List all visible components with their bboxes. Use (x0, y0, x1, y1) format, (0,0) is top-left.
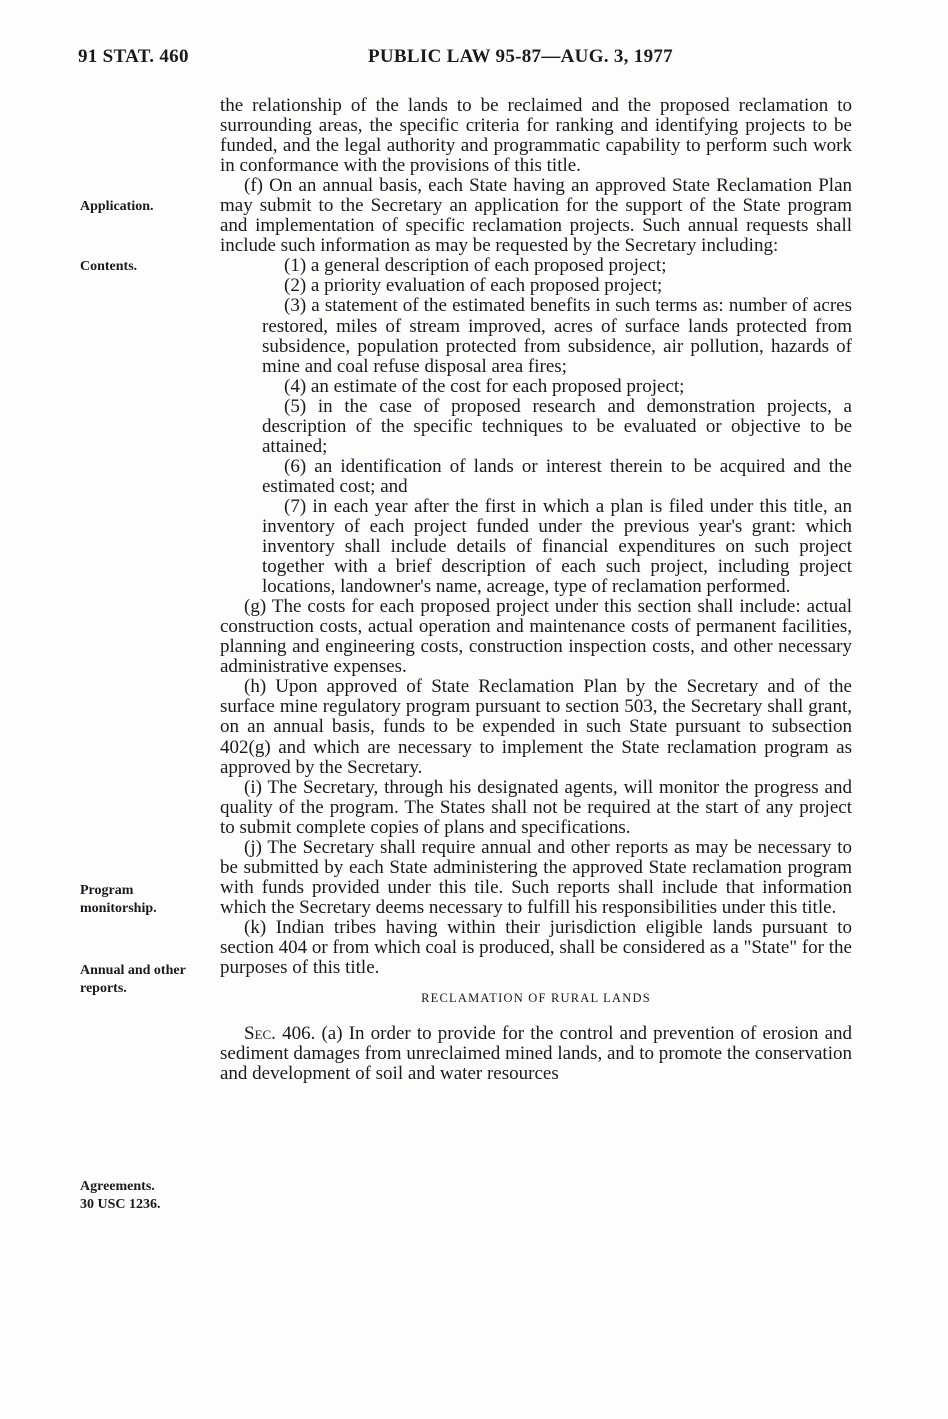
section-label: Sec. 406. (244, 1023, 316, 1045)
margin-note-annual-reports: Annual and other reports. (80, 963, 186, 996)
list-item: (2) a priority evaluation of each proposed project; (284, 275, 663, 297)
list-item: (3) a statement of the estimated benefits in such terms as: number of acres restored, miles of stream improved, acres of surface lands protected from subsidence, population protected from subsidence, air pollution, hazards of mine and coal refuse disposal area fires; (262, 295, 852, 377)
margin-note-contents: Contents. (80, 259, 138, 274)
margin-note-program-monitorship: Program monitorship. (80, 883, 157, 916)
list-item: (4) an estimate of the cost for each proposed project; (284, 375, 685, 397)
margin-note-application: Application. (80, 199, 154, 214)
list-item: (5) in the case of proposed research and demonstration projects, a description of the specific techniques to be evaluated or objective to be attained; (262, 395, 852, 457)
paragraph-k: (k) Indian tribes having within their jurisdiction eligible lands pursuant to section 404 or from which coal is produced, shall be considered as a "State" for the purposes of this title. (220, 916, 852, 979)
list-item: (7) in each year after the first in which a plan is filed under this title, an inventory of each project funded under the previous year's grant: which inventory shall include details of financial expenditures on such project together with a brief description of each such project, including project locations, landowner's name, acreage, type of reclamation performed. (262, 495, 852, 598)
list-item: (1) a general description of each proposed project; (284, 255, 667, 277)
law-title: PUBLIC LAW 95-87—AUG. 3, 1977 (368, 46, 673, 67)
body-text (220, 96, 852, 1084)
paragraph-f: (f) On an annual basis, each State having an approved State Reclamation Plan may submit to the Secretary an application for the support of the State program and implementation of specific reclamation projects. Such annual requests shall include such information as may be requested by the Secretary including: (220, 175, 852, 257)
paragraph-i: (i) The Secretary, through his designated agents, will monitor the progress and quality of the program. The States shall not be required at the start of any project to submit complete copies of plans and specifications. (220, 776, 852, 838)
section-406-text: (a) In order to provide for the control and prevention of erosion and sediment damages from unreclaimed mined lands, and to promote the conservation and development of soil and water resources (220, 1023, 852, 1085)
list-item: (6) an identification of lands or interest therein to be acquired and the estimated cost; and (262, 455, 852, 497)
page-number: 91 STAT. 460 (78, 46, 189, 67)
paragraph-h: (h) Upon approved of State Reclamation Plan by the Secretary and of the surface mine regulatory program pursuant to section 503, the Secretary shall grant, on an annual basis, funds to be expended in such State pursuant to subsection 402(g) and which are necessary to implement the State reclamation program as approved by the Secretary. (220, 676, 852, 778)
section-heading: RECLAMATION OF RURAL LANDS (421, 991, 651, 1006)
paragraph-g: (g) The costs for each proposed project under this section shall include: actual construction costs, actual operation and maintenance costs of permanent facilities, planning and engineering costs, construction inspection costs, and other necessary administrative expenses. (220, 596, 852, 678)
paragraph-j: (j) The Secretary shall require annual and other reports as may be necessary to be submitted by each State administering the approved State reclamation program with funds provided under this tile. Such reports shall include that information which the Secretary deems necessary to fulfill his responsibilities under this title. (220, 836, 852, 918)
paragraph-intro: the relationship of the lands to be reclaimed and the proposed reclamation to surrounding areas, the specific criteria for ranking and identifying projects to be funded, and the legal authority and programmatic capability to perform such work in conformance with the provisions of this title. (220, 95, 852, 177)
margin-note-agreements: Agreements. 30 USC 1236. (80, 1179, 161, 1212)
page-header (78, 46, 878, 76)
paragraph-sec-406 (220, 1024, 852, 1084)
